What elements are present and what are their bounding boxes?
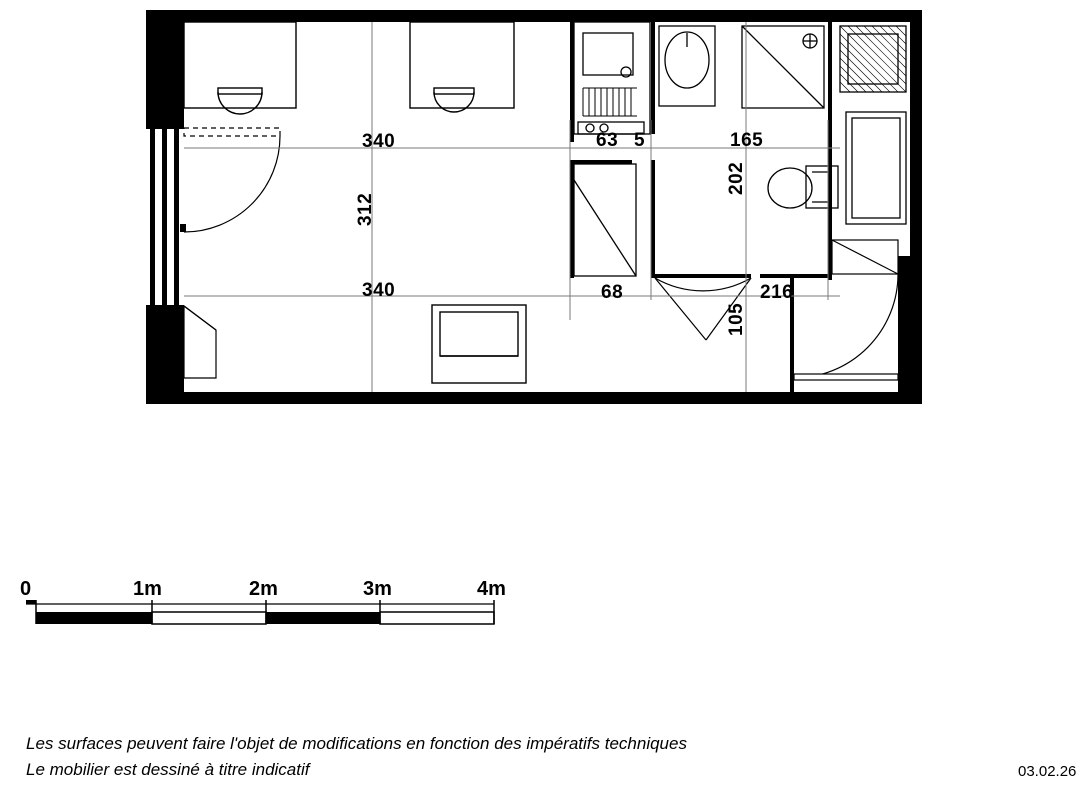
footer-note-line1: Les surfaces peuvent faire l'objet de modifications en fonction des impératifs techniques: [26, 734, 687, 753]
scale-tick-1m: 1m: [133, 578, 162, 600]
scale-tick-4m: 4m: [477, 578, 506, 600]
entry-door-left: [180, 128, 280, 378]
dimension-63: 63: [596, 130, 619, 151]
window-left: [146, 128, 184, 306]
kitchen-cupboard: [574, 164, 636, 276]
kitchen-counter: [574, 22, 650, 134]
dimension-340-lower: 340: [362, 280, 396, 301]
footer-date: 03.02.26: [1018, 763, 1077, 780]
closet-top-right: [840, 26, 906, 92]
washbasin: [659, 26, 715, 106]
dimension-5: 5: [634, 130, 646, 151]
dimension-312: 312: [355, 192, 376, 226]
bed-left: [184, 22, 296, 114]
scale-tick-3m: 3m: [363, 578, 392, 600]
dimension-68: 68: [601, 282, 624, 303]
dimension-216: 216: [760, 282, 794, 303]
dimension-105: 105: [726, 302, 747, 336]
armchair: [432, 305, 526, 383]
scale-tick-0: 0: [20, 578, 32, 600]
scale-bar-graphic: [26, 600, 494, 624]
kitchen-drawers: [583, 88, 637, 116]
scale-tick-2m: 2m: [249, 578, 278, 600]
dimension-165: 165: [730, 130, 764, 151]
dimension-340-upper: 340: [362, 131, 396, 152]
dimension-202: 202: [726, 161, 747, 195]
shower-tray: [742, 26, 824, 108]
footer-note-line2: Le mobilier est dessiné à titre indicatif: [26, 760, 310, 779]
bed-right: [410, 22, 514, 112]
entry-door-right: [794, 240, 898, 380]
closet-mid-right: [846, 112, 906, 224]
